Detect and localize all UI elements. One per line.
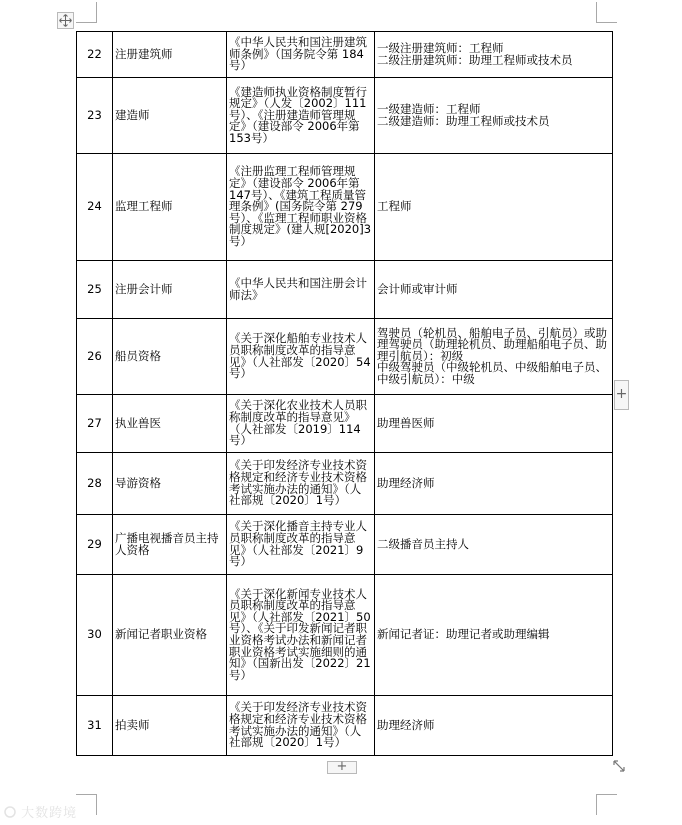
row-number: 26 (77, 319, 113, 395)
margin-corner-bottom-right (596, 794, 617, 815)
policy-basis: 《关于深化农业技术人员职称制度改革的指导意见》（人社部发〔2019〕114号） (227, 395, 375, 453)
table-row (77, 575, 613, 696)
title-requirement-text: 二级播音员主持人 (377, 536, 469, 551)
title-requirement (375, 319, 613, 395)
policy-basis: 《建造师执业资格制度暂行规定》（人发〔2002〕111号）、《注册建造师管理规定》（建设部令 2006年第153号） (227, 78, 375, 154)
title-requirement-text: 一级注册建筑师：工程师 二级注册建筑师：助理工程师或技术员 (377, 40, 573, 67)
row-number: 25 (77, 261, 113, 319)
margin-corner-top-left (76, 2, 97, 23)
table-row (77, 395, 613, 453)
row-number: 30 (77, 575, 113, 696)
table-row (77, 154, 613, 261)
title-requirement-text: 新闻记者证：助理记者或助理编辑 (377, 627, 550, 642)
policy-basis: 《中华人民共和国注册建筑师条例》（国务院令第 184号） (227, 32, 375, 78)
table-resize-icon[interactable] (612, 759, 626, 773)
table-row (77, 319, 613, 395)
add-row-button[interactable]: + (327, 761, 357, 774)
row-number: 27 (77, 395, 113, 453)
qualification-name: 新闻记者职业资格 (113, 575, 227, 696)
title-requirement-text: 驾驶员（轮机员、船舶电子员、引航员）或助理驾驶员（助理轮机员、助理船舶电子员、助理引航员）：初级 中级驾驶员（中级轮机员、中级船舶电子员、中级引航员）：中级 (377, 325, 607, 386)
row-number: 24 (77, 154, 113, 261)
policy-basis: 《关于印发经济专业技术资格规定和经济专业技术资格考试实施办法的通知》（人社部规〔2020〕1号） (227, 696, 375, 756)
table-row (77, 32, 613, 78)
table-row (77, 261, 613, 319)
title-requirement (375, 78, 613, 154)
qualification-name: 广播电视播音员主持人资格 (113, 515, 227, 575)
row-number: 22 (77, 32, 113, 78)
table-row (77, 453, 613, 515)
margin-corner-top-right (596, 2, 617, 23)
title-requirement-text: 助理经济师 (377, 475, 435, 490)
qualification-name: 注册会计师 (113, 261, 227, 319)
table-move-handle[interactable] (57, 12, 74, 29)
title-requirement-text: 助理兽医师 (377, 415, 435, 430)
qualification-table (76, 31, 613, 756)
margin-corner-bottom-left (76, 794, 97, 815)
watermark-text: 大数跨境 (21, 806, 78, 821)
policy-basis: 《关于深化新闻专业技术人员职称制度改革的指导意见》（人社部发〔2021〕50号）、《关于印发新闻记者职业资格考试办法和新闻记者职业资格考试实施细则的通知》（国新出发〔2022〕21号） (227, 575, 375, 696)
qualification-name: 执业兽医 (113, 395, 227, 453)
title-requirement-text: 一级建造师：工程师 二级建造师：助理工程师或技术员 (377, 101, 550, 128)
title-requirement (375, 515, 613, 575)
title-requirement (375, 395, 613, 453)
table-row (77, 696, 613, 756)
title-requirement-text: 工程师 (377, 199, 412, 214)
policy-basis: 《中华人民共和国注册会计师法》 (227, 261, 375, 319)
qualification-name: 注册建筑师 (113, 32, 227, 78)
qualification-name: 导游资格 (113, 453, 227, 515)
watermark-logo (4, 802, 77, 821)
title-requirement (375, 575, 613, 696)
row-number: 29 (77, 515, 113, 575)
row-number: 31 (77, 696, 113, 756)
qualification-name: 建造师 (113, 78, 227, 154)
logo-icon (4, 806, 16, 818)
row-number: 23 (77, 78, 113, 154)
qualification-name: 拍卖师 (113, 696, 227, 756)
policy-basis: 《注册监理工程师管理规定》（建设部令 2006年第147号）、《建筑工程质量管理条例》(国务院令第 279号）、《监理工程师职业资格制度规定》(建人规[2020]3号） (227, 154, 375, 261)
policy-basis: 《关于印发经济专业技术资格规定和经济专业技术资格考试实施办法的通知》（人社部规〔2020〕1号） (227, 453, 375, 515)
title-requirement (375, 32, 613, 78)
title-requirement-text: 会计师或审计师 (377, 281, 458, 296)
title-requirement (375, 261, 613, 319)
qualification-name: 船员资格 (113, 319, 227, 395)
policy-basis: 《关于深化船舶专业技术人员职称制度改革的指导意见》（人社部发〔2020〕54号） (227, 319, 375, 395)
title-requirement (375, 696, 613, 756)
table-row (77, 515, 613, 575)
title-requirement (375, 154, 613, 261)
policy-basis: 《关于深化播音主持专业人员职称制度改革的指导意见》（人社部发〔2021〕9号） (227, 515, 375, 575)
add-column-button[interactable]: + (614, 380, 629, 410)
title-requirement (375, 453, 613, 515)
qualification-name: 监理工程师 (113, 154, 227, 261)
row-number: 28 (77, 453, 113, 515)
table-row (77, 78, 613, 154)
title-requirement-text: 助理经济师 (377, 717, 435, 732)
move-arrows-icon (59, 14, 72, 27)
